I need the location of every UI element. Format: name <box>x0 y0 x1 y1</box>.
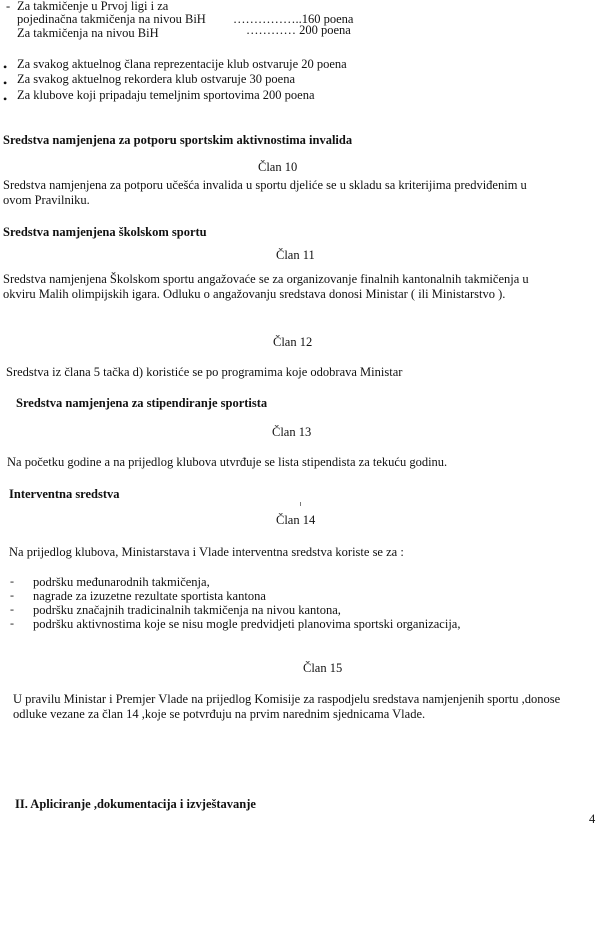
top-list-dash: - <box>6 0 11 13</box>
article-14-item-2: nagrade za izuzetne rezultate sportista kantona <box>33 589 266 603</box>
bullet-item-1: Za svakog aktuelnog člana reprezentacije klub ostvaruje 20 poena <box>17 57 347 71</box>
bullet-item-3: Za klubove koji pripadaju temeljnim sportovima 200 poena <box>17 88 315 102</box>
bullet-item-2: Za svakog aktuelnog rekordera klub ostvaruje 30 poena <box>17 72 296 86</box>
article-11-line-2: okviru Malih olimpijskih igara. Odluku o angažovanju sredstava donosi Ministar ( ili Ministarstvo ). <box>3 287 506 301</box>
article-15-line-2: odluke vezane za član 14 ,koje se potvrđuju na prvim narednim sjednicama Vlade. <box>13 707 426 721</box>
bullet-dot-icon: • <box>3 60 8 74</box>
bullet-dot-icon: • <box>3 76 8 90</box>
chapter-heading-ii: II. Apliciranje ,dokumentacija i izvještavanje <box>15 797 256 811</box>
article-10-line-2: ovom Pravilniku. <box>3 193 90 207</box>
list-dash-icon: - <box>10 602 14 616</box>
list-dash-icon: - <box>10 616 14 630</box>
scan-speck <box>300 502 301 506</box>
article-title-12: Član 12 <box>273 335 313 349</box>
section-heading-invalidi: Sredstva namjenjena za potporu sportskim aktivnostima invalida <box>3 133 353 147</box>
article-13-line-1: Na početku godine a na prijedlog klubova utvrđuje se lista stipendista za tekuću godinu. <box>7 455 448 469</box>
top-list-line-2-right: ……………..160 poena <box>233 12 354 26</box>
article-title-10: Član 10 <box>258 160 298 174</box>
article-14-item-3: podršku značajnih tradicinalnih takmičenja na nivou kantona, <box>33 603 341 617</box>
article-title-11: Član 11 <box>276 248 315 262</box>
section-heading-stipendije: Sredstva namjenjena za stipendiranje sportista <box>16 396 268 410</box>
page-number: 4 <box>589 812 596 826</box>
article-12-line-1: Sredstva iz člana 5 tačka d) koristiće se po programima koje odobrava Ministar <box>6 365 403 379</box>
article-title-15: Član 15 <box>303 661 343 675</box>
list-dash-icon: - <box>10 588 14 602</box>
top-list-line-3-left: Za takmičenja na nivou BiH <box>17 26 159 40</box>
article-10-line-1: Sredstva namjenjena za potporu učešća invalida u sportu djeliće se u skladu sa kriterijima predviđenim u <box>3 178 527 192</box>
section-heading-interventna: Interventna sredstva <box>9 487 120 501</box>
top-list-line-2-left: pojedinačna takmičenja na nivou BiH <box>17 12 206 26</box>
article-14-item-1: podršku međunarodnih takmičenja, <box>33 575 210 589</box>
top-list-line-1: Za takmičenje u Prvoj ligi i za <box>17 0 169 13</box>
section-heading-skolski-sport: Sredstva namjenjena školskom sportu <box>3 225 207 239</box>
bullet-dot-icon: • <box>3 92 8 106</box>
article-title-14: Član 14 <box>276 513 316 527</box>
article-title-13: Član 13 <box>272 425 312 439</box>
list-dash-icon: - <box>10 574 14 588</box>
top-list-line-3-right: ………… 200 poena <box>246 23 351 37</box>
article-11-line-1: Sredstva namjenjena Školskom sportu angažovaće se za organizovanje finalnih kantonalnih takmičenja u <box>3 272 529 286</box>
article-14-intro: Na prijedlog klubova, Ministarstava i Vlade interventna sredstva koriste se za : <box>9 545 404 559</box>
article-15-line-1: U pravilu Ministar i Premjer Vlade na prijedlog Komisije za raspodjelu sredstava namjenjenih sportu ,donose <box>13 692 561 706</box>
article-14-item-4: podršku aktivnostima koje se nisu mogle predvidjeti planovima sportski organizacija, <box>33 617 461 631</box>
